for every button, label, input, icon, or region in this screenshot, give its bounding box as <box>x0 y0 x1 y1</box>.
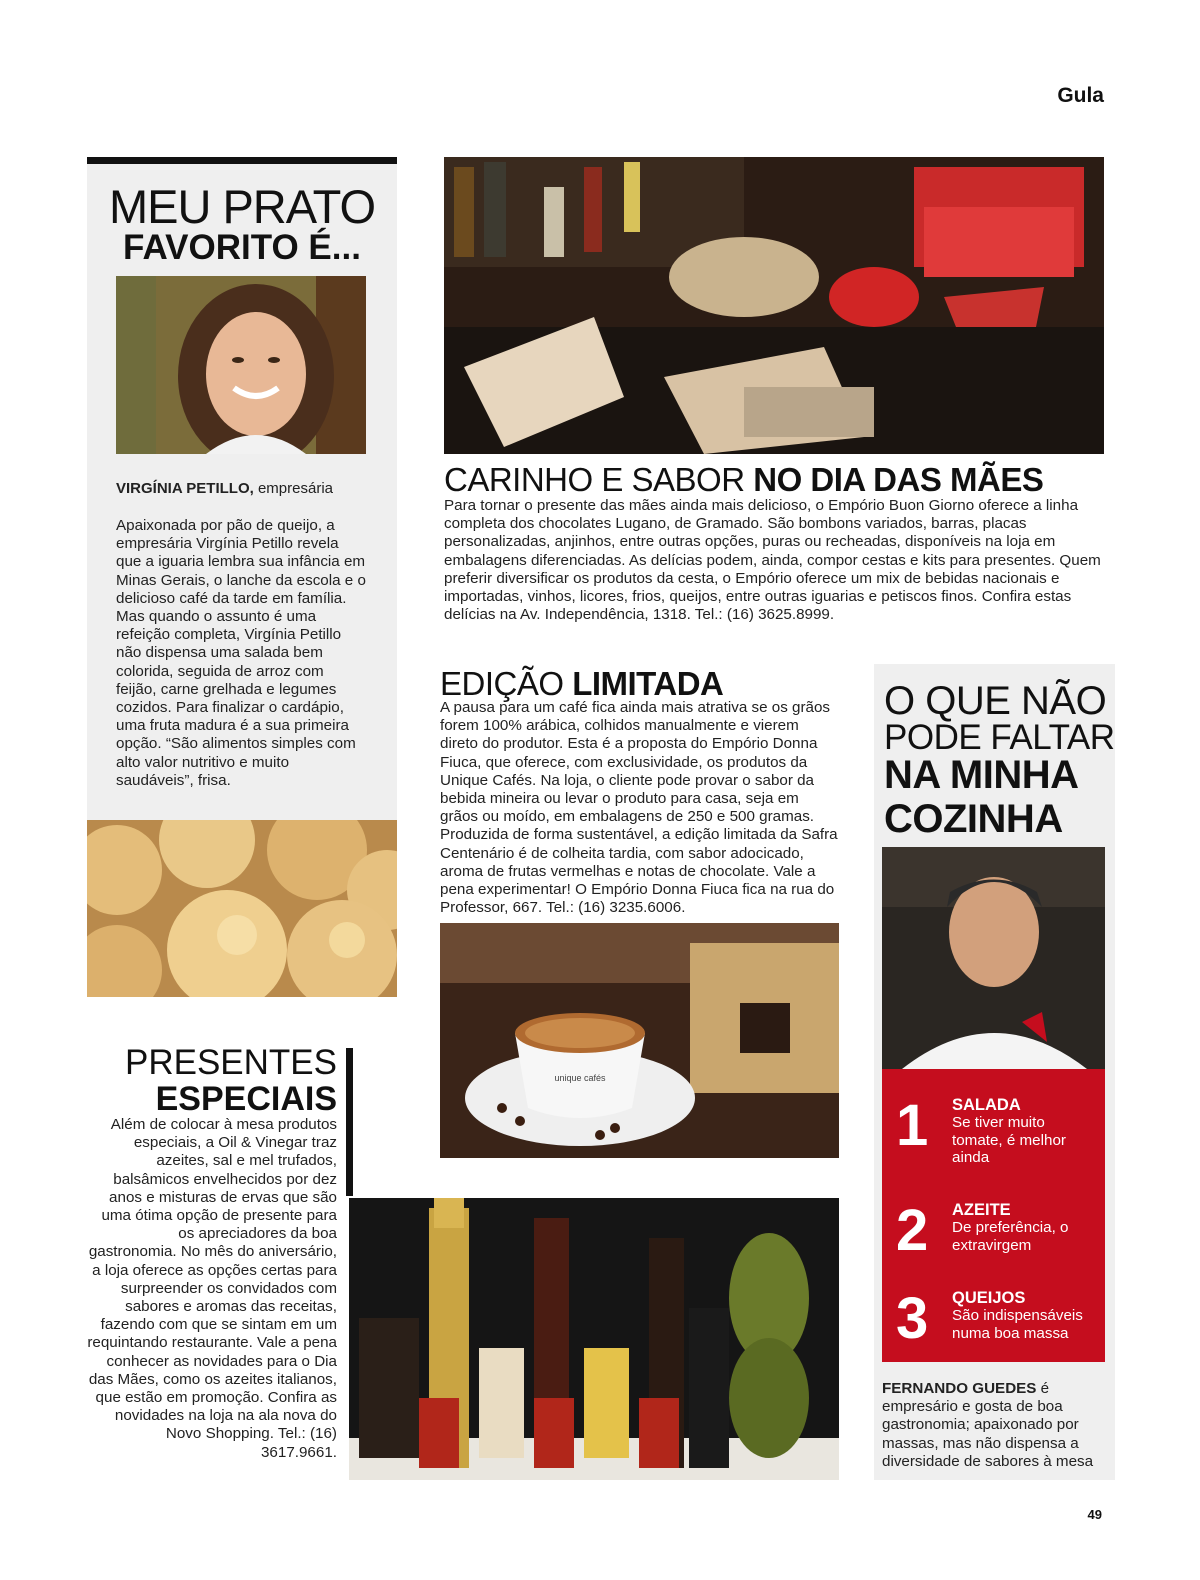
presentes-body-text: Além de colocar à mesa produtos especiais, a Oil & Vinegar traz azeites, sal e mel trufados, balsâmicos envelhecidos por dez anos e misturas de ervas que são uma ótima opção de presente para os apreciadores da boa gastronomia. No mês do aniversário, a loja oferece as opções certas para surpreender os convidados com sabores e aromas das receitas, fazendo com que se sintam em um requintando restaurante. Vale a pena conhecer as novidades para o Dia das Mães, como os azeites italianos, que estão em promoção. Confira as novidades na loja na ala nova do Novo Shopping. Tel.: (16) 3617.9661. <box>87 1116 337 1461</box>
item-3-number: 3 <box>896 1286 929 1351</box>
edicao-title-bold: LIMITADA <box>572 665 724 702</box>
presentes-divider <box>346 1048 353 1196</box>
item-1-desc: Se tiver muito tomate, é melhor ainda <box>952 1114 1066 1166</box>
maes-title-bold: NO DIA DAS MÃES <box>753 461 1044 498</box>
page-number: 49 <box>1087 1507 1102 1522</box>
virginia-portrait-photo <box>116 276 366 454</box>
cozinha-title-line3: NA MINHA COZINHA <box>884 753 1078 841</box>
maes-body-text: Para tornar o presente das mães ainda mais delicioso, o Empório Buon Giorno oferece a linha completa dos chocolates Lugano, de Gramado. São bombons variados, barras, placas personalizadas, anjinhos, entre outras opções, puras ou recheadas, disponíveis na loja em embalagens diferenciadas. As delícias podem, ainda, compor cestas e kits para presentes. Quem preferir diversificar os produtos da cesta, o Empório oferece um mix de bebidas nacionais e importadas, vinhos, licores, frios, queijos, entre outras iguarias e petiscos finos. Confira estas delícias na Av. Independência, 1318. Tel.: (16) 3625.8999. <box>444 497 1101 624</box>
section-tag: Gula <box>1057 84 1104 107</box>
virginia-name: VIRGÍNIA PETILLO, <box>116 480 254 497</box>
cup-brand-label: unique cafés <box>554 1073 606 1083</box>
fernando-name: FERNANDO GUEDES <box>882 1380 1037 1397</box>
favorite-title-light: MEU PRATO <box>108 180 376 233</box>
presentes-title-light: PRESENTES <box>125 1043 337 1082</box>
chocolates-photo <box>444 157 1104 454</box>
item-3-desc: São indispensáveis numa boa massa <box>952 1307 1083 1342</box>
coffee-photo <box>440 923 839 1158</box>
presentes-title-bold: ESPECIAIS <box>155 1080 337 1118</box>
oil-vinegar-products-photo <box>349 1198 839 1480</box>
edicao-title-light: EDIÇÃO <box>440 665 573 702</box>
virginia-role: empresária <box>253 480 333 497</box>
cozinha-title-line1: O QUE NÃO <box>884 679 1107 723</box>
item-1-title: SALADA <box>952 1096 1021 1114</box>
maes-title <box>444 460 1124 500</box>
item-1-number: 1 <box>896 1093 929 1158</box>
fernando-desc: é empresário e gosta de boa gastronomia; apaixonado por massas, mas não dispensa a diversidade de sabores à mesa <box>882 1380 1094 1470</box>
virginia-byline <box>116 480 386 497</box>
maes-title-light: CARINHO E SABOR <box>444 461 754 498</box>
item-3-title: QUEIJOS <box>952 1289 1026 1307</box>
favorite-title-bold: FAVORITO É... <box>123 228 361 267</box>
edicao-body-text: A pausa para um café fica ainda mais atrativa se os grãos forem 100% arábica, colhidos manualmente e vierem direto do produtor. Esta é a proposta do Empório Donna Fiuca, que oferece, com exclusividade, os produtos da Unique Cafés. Na loja, o cliente pode provar o sabor da bebida mineira ou levar o produto para casa, seja em grãos ou moído, em embalagens de 250 e 500 gramas. Produzida de forma sustentável, a edição limitada da Safra Centenário é de colheita tardia, com sabor adocicado, aroma de frutas vermelhas e notas de chocolate. Vale a pena experimentar! O Empório Donna Fiuca fica na rua do Professor, 667. Tel.: (16) 3235.6006. <box>440 699 838 917</box>
item-2-number: 2 <box>896 1198 929 1263</box>
fernando-portrait-photo <box>882 847 1105 1069</box>
fernando-bio <box>882 1380 1107 1471</box>
edicao-title <box>440 664 860 704</box>
cozinha-title-line2: PODE FALTAR <box>884 718 1115 757</box>
item-2-desc: De preferência, o extravirgem <box>952 1219 1069 1254</box>
item-2-title: AZEITE <box>952 1201 1011 1219</box>
pao-de-queijo-photo <box>87 820 397 997</box>
favorite-body-text: Apaixonada por pão de queijo, a empresária Virgínia Petillo revela que a iguaria lembra sua infância em Minas Gerais, o lanche da escola e o delicioso café da tarde em família. Mas quando o assunto é uma refeição completa, Virgínia Petillo não dispensa uma salada bem colorida, seguida de arroz com feijão, carne grelhada e legumes cozidos. Para finalizar o cardápio, uma fruta madura é a sua primeira opção. “São alimentos simples com alto valor nutritivo e muito saudáveis”, frisa. <box>116 517 366 789</box>
cozinha-list <box>882 1069 1105 1362</box>
